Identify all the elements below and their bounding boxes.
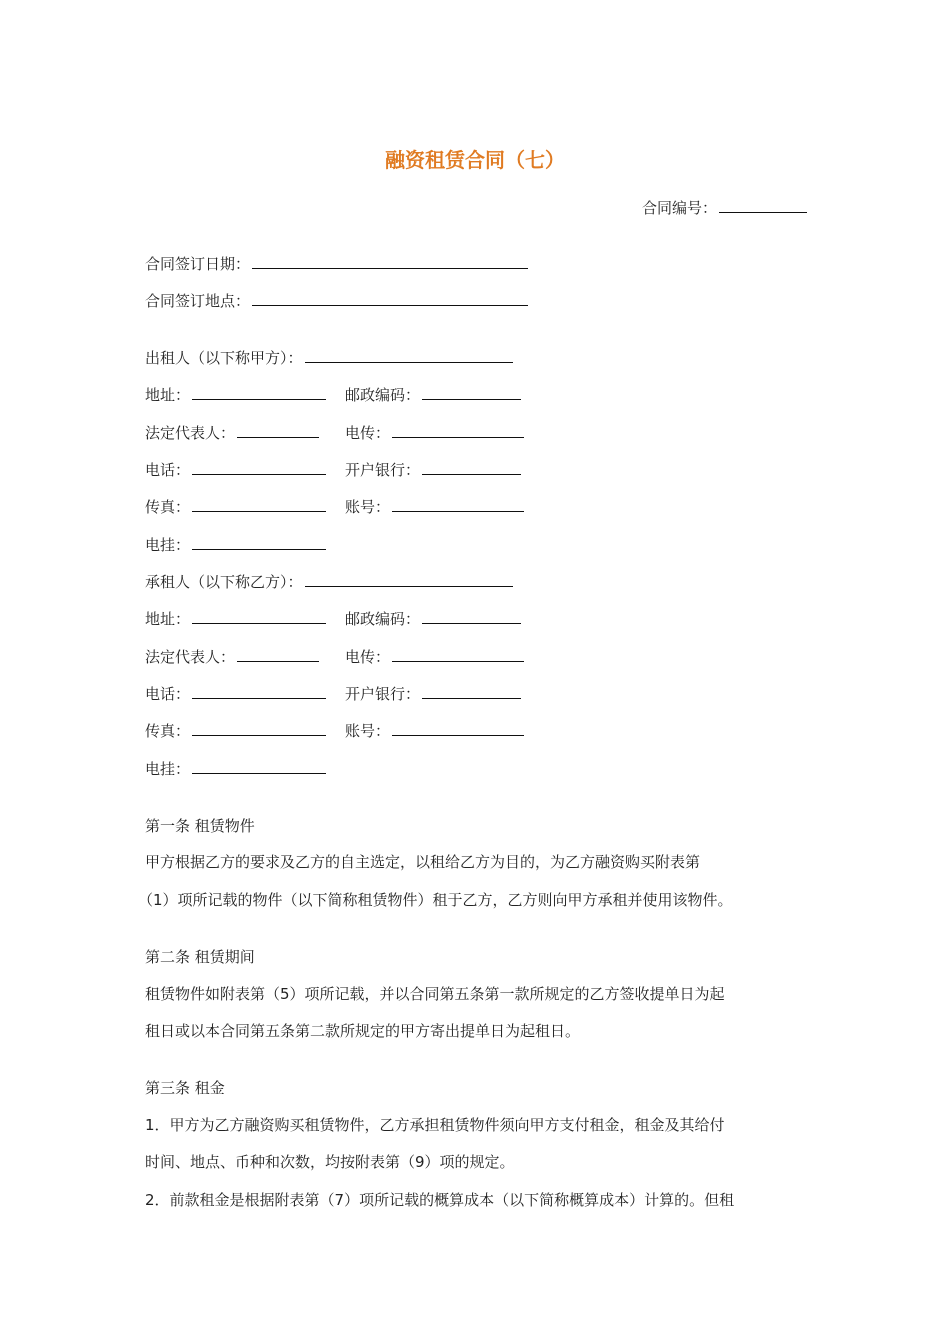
lessor-bank-row [345,458,521,482]
lessor-cable-row [145,533,326,557]
lessor-postcode-field[interactable] [422,384,521,400]
lessor-account-field[interactable] [392,496,524,512]
article3-p2-line1: 2．前款租金是根据附表第（7）项所记载的概算成本（以下简称概算成本）计算的。但租 [145,1191,735,1209]
lessor-postcode-row [345,383,521,407]
lessor-telegraph-row [345,421,524,445]
lessor-bank-label: 开户银行： [345,461,421,479]
lessor-name-field[interactable] [305,347,513,363]
lessor-telegraph-field[interactable] [392,422,524,438]
article1-line2: （1）项所记载的物件（以下简称租赁物件）租于乙方，乙方则向甲方承租并使用该物件。 [138,891,733,909]
sign-place-label: 合同签订地点： [145,292,251,310]
lessee-postcode-label: 邮政编码： [345,610,421,628]
article1-heading: 第一条 租赁物件 [145,817,255,835]
article3-p1-line2: 时间、地点、币种和次数，均按附表第（9）项的规定。 [145,1153,515,1171]
lessee-bank-label: 开户银行： [345,685,421,703]
lessee-legal-rep-row [145,645,319,669]
lessee-address-field[interactable] [192,608,326,624]
lessor-fax-field[interactable] [192,496,326,512]
lessor-account-label: 账号： [345,498,391,516]
lessor-legal-rep-row [145,421,319,445]
lessee-postcode-field[interactable] [422,608,521,624]
article2-line1: 租赁物件如附表第（5）项所记载，并以合同第五条第一款所规定的乙方签收提单日为起 [145,985,725,1003]
lessee-address-row [145,607,326,631]
lessee-telegraph-row [345,645,524,669]
lessee-telegraph-field[interactable] [392,646,524,662]
lessee-telegraph-label: 电传： [345,648,391,666]
lessee-name-field[interactable] [305,571,513,587]
lessee-heading-row [145,570,513,594]
article2-heading: 第二条 租赁期间 [145,948,255,966]
lessee-account-row [345,719,524,743]
lessee-account-field[interactable] [392,720,524,736]
article3-heading: 第三条 租金 [145,1079,225,1097]
lessor-heading-row [145,346,513,370]
lessor-address-row [145,383,326,407]
lessee-phone-label: 电话： [145,685,191,703]
lessee-postcode-row [345,607,521,631]
lessee-fax-label: 传真： [145,722,191,740]
lessee-cable-field[interactable] [192,758,326,774]
lessor-fax-label: 传真： [145,498,191,516]
lessor-phone-label: 电话： [145,461,191,479]
lessor-bank-field[interactable] [422,459,521,475]
lessee-cable-label: 电挂： [145,760,191,778]
lessee-phone-row [145,682,326,706]
lessee-cable-row [145,757,326,781]
lessor-account-row [345,495,524,519]
lessee-bank-field[interactable] [422,683,521,699]
lessee-legal-rep-field[interactable] [237,646,319,662]
lessor-fax-row [145,495,326,519]
contract-number-row [642,196,807,220]
lessor-address-label: 地址： [145,386,191,404]
lessor-postcode-label: 邮政编码： [345,386,421,404]
article1-line1: 甲方根据乙方的要求及乙方的自主选定，以租给乙方为目的，为乙方融资购买附表第 [145,853,701,871]
lessor-cable-label: 电挂： [145,536,191,554]
article2-line2: 租日或以本合同第五条第二款所规定的甲方寄出提单日为起租日。 [145,1022,581,1040]
lessor-phone-field[interactable] [192,459,326,475]
lessor-telegraph-label: 电传： [345,424,391,442]
lessee-legal-rep-label: 法定代表人： [145,648,236,666]
lessor-legal-rep-label: 法定代表人： [145,424,236,442]
lessee-fax-row [145,719,326,743]
document-title: 融资租赁合同（七） [385,148,565,172]
sign-place-field[interactable] [252,290,528,306]
sign-date-label: 合同签订日期： [145,255,251,273]
sign-place-row [145,289,528,313]
lessor-address-field[interactable] [192,384,326,400]
sign-date-row [145,252,528,276]
lessee-fax-field[interactable] [192,720,326,736]
lessor-legal-rep-field[interactable] [237,422,319,438]
lessee-heading-label: 承租人（以下称乙方）： [145,573,303,591]
article3-p1-line1: 1．甲方为乙方融资购买租赁物件，乙方承担租赁物件须向甲方支付租金，租金及其给付 [145,1116,725,1134]
lessor-heading-label: 出租人（以下称甲方）： [145,349,303,367]
sign-date-field[interactable] [252,253,528,269]
lessor-cable-field[interactable] [192,534,326,550]
lessee-bank-row [345,682,521,706]
lessor-phone-row [145,458,326,482]
contract-number-field[interactable] [719,197,807,213]
lessee-phone-field[interactable] [192,683,326,699]
lessee-address-label: 地址： [145,610,191,628]
contract-number-label: 合同编号： [641,199,717,217]
lessee-account-label: 账号： [345,722,391,740]
